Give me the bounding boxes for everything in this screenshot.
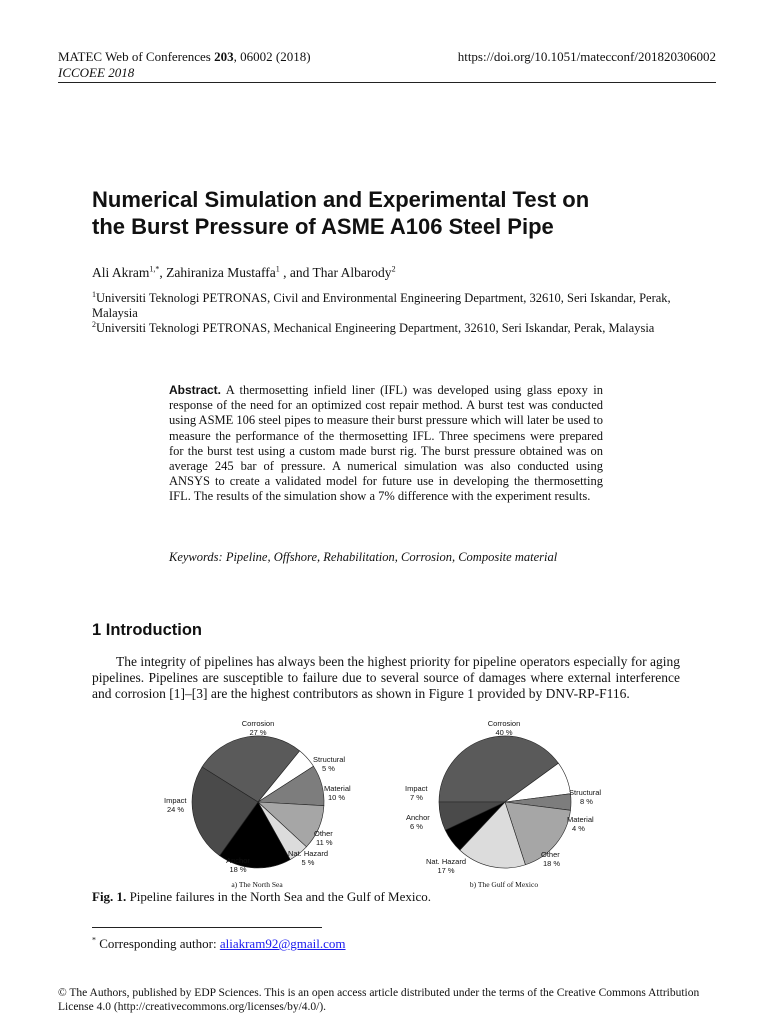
slice-value: 7 % [410, 793, 423, 802]
slice-value: 17 % [437, 866, 455, 875]
affiliation-text: Universiti Teknologi PETRONAS, Civil and Environmental Engineering Department, 32610, Seri Iskandar, Perak, Malaysia [92, 291, 671, 320]
slice-value: 11 % [316, 838, 333, 847]
author-affiliation-mark: 1,* [149, 264, 160, 274]
pie-chart-north-sea [150, 716, 380, 891]
slice-label: Nat. Hazard [287, 849, 329, 858]
slice-label: Corrosion [241, 719, 275, 728]
footnote-rule [92, 927, 322, 928]
conference-name: ICCOEE 2018 [58, 65, 135, 80]
body-paragraph: The integrity of pipelines has always been the highest priority for pipeline operators especially for aging pipelines. Pipelines are susceptible to failure due to several source of damages where external interference and corrosion [1]–[3] are the highest contributors as shown in Figure 1 provided by DNV-RP-F116. [92, 654, 680, 701]
journal-citation [58, 49, 311, 65]
slice-value: 5 % [301, 858, 315, 867]
pie-slices [439, 736, 571, 868]
slice-value: 27 % [249, 728, 267, 737]
slice-label: Corrosion [487, 719, 521, 728]
slice-label: Other [314, 829, 333, 838]
title-line-2: the Burst Pressure of ASME A106 Steel Pipe [92, 214, 554, 239]
affiliation-mark: 2 [92, 319, 96, 329]
slice-value: 40 % [495, 728, 513, 737]
slice-value: 8 % [580, 797, 593, 806]
author-affiliation-mark: 1 [275, 264, 280, 274]
slice-label: Impact [405, 784, 428, 793]
author-email-link[interactable]: aliakram92@gmail.com [219, 936, 346, 951]
author-affiliation-mark: 2 [391, 264, 396, 274]
doi-link[interactable]: https://doi.org/10.1051/matecconf/201820306002 [457, 49, 716, 64]
affiliation-text: Universiti Teknologi PETRONAS, Mechanical Engineering Department, 32610, Seri Iskandar, Perak, Malaysia [96, 321, 655, 335]
keywords: Keywords: Pipeline, Offshore, Rehabilitation, Corrosion, Composite material [169, 550, 558, 564]
author-name: Ali Akram [92, 265, 150, 280]
footnote [92, 936, 346, 952]
journal-volume: 203 [214, 49, 234, 64]
slice-value: 18 % [543, 859, 561, 868]
figure-label: Fig. 1. [92, 889, 127, 904]
paper-title [92, 186, 712, 240]
slice-label: Nat. Hazard [425, 857, 467, 866]
slice-label: Material [567, 815, 594, 824]
slice-label: Structural [313, 755, 346, 764]
figure-caption-text: Pipeline failures in the North Sea and the Gulf of Mexico. [126, 889, 432, 904]
affiliation-mark: 1 [92, 289, 96, 299]
slice-label: Anchor [226, 856, 250, 865]
journal-name: MATEC Web of Conferences [58, 49, 215, 64]
section-heading: 1 Introduction [92, 621, 202, 639]
subfigure-caption: a) The North Sea [231, 880, 283, 889]
journal-article-number: , 06002 (2018) [233, 49, 311, 64]
footnote-text: Corresponding author: [96, 936, 220, 951]
abstract [169, 383, 603, 505]
slice-label: Structural [569, 788, 602, 797]
slice-label: Other [541, 850, 560, 859]
title-line-1: Numerical Simulation and Experimental Test on [92, 187, 590, 212]
abstract-label: Abstract. [169, 383, 222, 397]
slice-label: Anchor [406, 813, 430, 822]
author-list [92, 265, 396, 281]
slice-value: 4 % [572, 824, 585, 833]
author-name: , and Thar Albarody [279, 265, 392, 280]
subfigure-caption: b) The Gulf of Mexico [469, 880, 539, 889]
slice-label: Impact [164, 796, 187, 805]
affiliation-2 [92, 321, 682, 336]
slice-value: 6 % [410, 822, 423, 831]
slice-value: 24 % [167, 805, 185, 814]
slice-value: 10 % [328, 793, 346, 802]
license-footer: © The Authors, published by EDP Sciences. This is an open access article distributed under the terms of the Creative Commons Attribution License 4.0 (http://creativecommons.org/licenses/by/4.0/). [58, 987, 700, 1013]
pie-chart-gulf-of-mexico [395, 716, 625, 891]
author-name: , Zahiraniza Mustaffa [159, 265, 276, 280]
header-rule [58, 82, 716, 83]
footnote-mark: * [92, 935, 96, 945]
abstract-text: A thermosetting infield liner (IFL) was developed using glass epoxy in response of the need for an optimized cost repair method. A burst test was conducted using ASME 106 steel pipes to measure their burst pressure which will later be used to measure the performance of the thermosetting IFL. Three specimens were prepared for the burst test using a custom made burst rig. The burst pressure obtained was on average 245 bar of pressure. A numerical simulation was also conducted using ANSYS to create a validated model for future use in developing the thermosetting IFL. The results of the simulation show a 7% difference with the experiment results. [169, 383, 603, 504]
figure-caption [92, 889, 431, 905]
slice-value: 5 % [322, 764, 335, 773]
affiliation-1 [92, 291, 682, 321]
slice-label: Material [324, 784, 351, 793]
slice-value: 18 % [229, 865, 247, 874]
